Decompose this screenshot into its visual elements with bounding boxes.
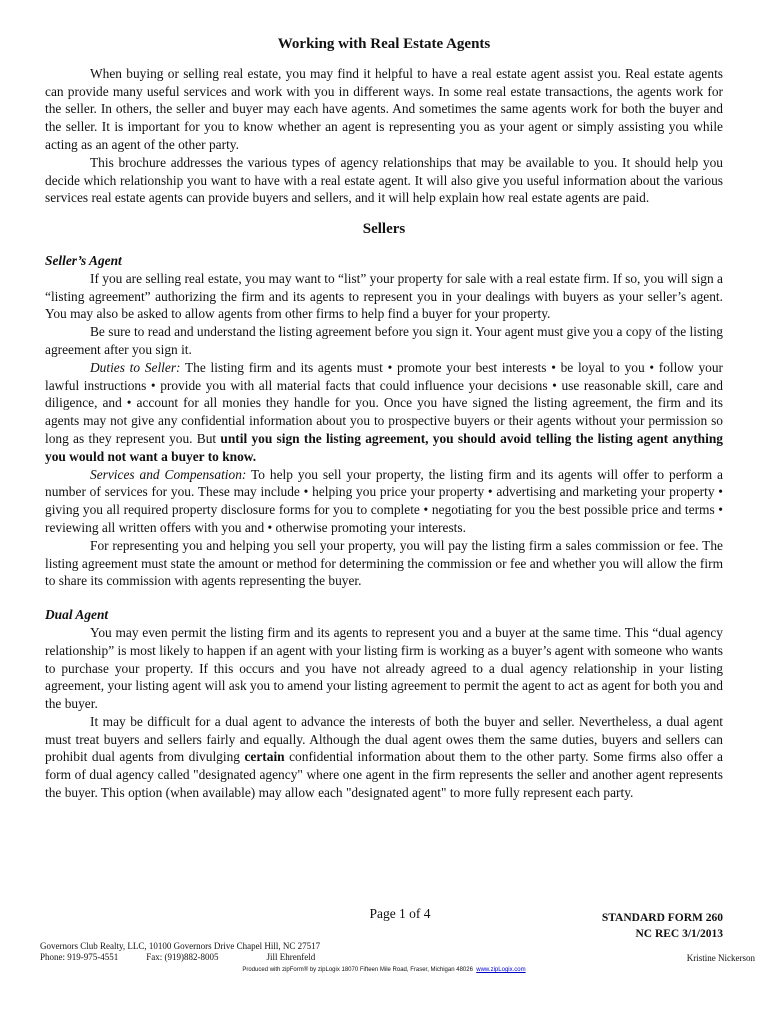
duties-to-seller-text: The listing firm and its agents must • promote your best interests • be loyal to you • follow your lawful instructions • provide you with all material facts that could influence your decisions • use reasonable skill, care and diligence, and • account for all monies they handle for you. Once you have signed the listing agreement, the firm and its agents may not give any confidential information about you to prospective buyers or their agents without your permission so long as they represent you. But (45, 359, 723, 446)
produced-with-notice (0, 967, 768, 973)
certain-emphasis: certain (244, 749, 285, 765)
sellers-agent-paragraph-5: For representing you and helping you sell your property, you will pay the listing firm a sales commission or fee. The listing agreement must state the amount or method for determining the commission or fee and whether you will allow the firm to share its commission with agents representing the buyer. (45, 537, 723, 589)
footer-client-name: Kristine Nickerson (686, 953, 755, 963)
footer-brokerage-info (40, 941, 320, 963)
produced-with-text: Produced with zipForm® by zipLogix 18070 Fifteen Mile Road, Fraser, Michigan 48026 (242, 967, 473, 973)
dual-agent-paragraph-1: You may even permit the listing firm and its agents to represent you and a buyer at the same time. This “dual agency relationship” is most likely to happen if an agent with your listing firm is working as a buyer’s agent with someone who wants to purchase your property. If this occurs and you have not already agreed to a dual agency relationship in your listing agreement, your listing agent will ask you to amend your listing agreement to permit the agent to act as agent for both you and the buyer. (45, 624, 723, 712)
dual-agent-heading: Dual Agent (45, 607, 109, 623)
form-number: STANDARD FORM 260 (601, 912, 723, 924)
duties-to-seller-warning: until you sign the listing agreement, you should avoid telling the listing agent anything you would not want a buyer to know. (45, 430, 723, 464)
document-title: Working with Real Estate Agents (277, 36, 491, 52)
document-body (45, 36, 723, 802)
form-revision: NC REC 3/1/2013 (635, 928, 723, 940)
dual-agent-paragraph-2-text-a: It may be difficult for a dual agent to advance the interests of both the buyer and seller. Nevertheless, a dual agent must treat buyers and sellers fairly and equally. Although the dual agent owes them the same duties, buyers and sellers can prohibit dual agents from divulging (45, 713, 723, 765)
footer-phone: Phone: 919-975-4551 (40, 952, 119, 962)
page-number: Page 1 of 4 (369, 906, 431, 921)
dual-agent-paragraph-2-text-b: confidential information about them to the other party. Some firms also offer a form of dual agency called "designated agency" where one agent in the firm represents the seller and another agent represents the buyer. This option (when available) may allow each "designated agent" to more fully represent each party. (45, 749, 723, 801)
footer-company: Governors Club Realty, LLC, 10100 Governors Drive Chapel Hill, NC 27517 (40, 941, 321, 951)
dual-agent-paragraph-2 (45, 713, 723, 802)
sellers-agent-paragraph-2: Be sure to read and understand the listing agreement before you sign it. Your agent must give you a copy of the listing agreement after you sign it. (45, 324, 723, 357)
services-compensation-text: To help you sell your property, the listing firm and its agents will offer to perform a number of services for you. These may include • helping you price your property • advertising and marketing your property • giving you all required property disclosure forms for you to complete • negotiating for you the best possible price and terms • reviewing all written offers with you and • otherwise promoting your interests. (45, 466, 723, 535)
footer-fax: Fax: (919)882-8005 (146, 952, 219, 962)
services-compensation-paragraph (45, 466, 723, 537)
sellers-section-title: Sellers (362, 221, 406, 238)
ziplogix-link[interactable]: www.zipLogix.com (476, 967, 526, 973)
form-identifier (602, 910, 723, 942)
intro-paragraph-2: This brochure addresses the various types of agency relationships that may be available to you. It should help you decide which relationship you want to have with a real estate agent. It will also give you useful information about the various services real estate agents can provide buyers and sellers, and it will help explain how real estate agents are paid. (45, 154, 723, 206)
footer-contact-line (40, 952, 320, 963)
duties-to-seller-paragraph (45, 359, 723, 466)
sellers-agent-heading: Seller’s Agent (45, 252, 122, 268)
sellers-agent-paragraph-1: If you are selling real estate, you may want to “list” your property for sale with a real estate firm. If so, you will sign a “listing agreement” authorizing the firm and its agents to represent you in your dealings with buyers as your seller’s agent. You may also be asked to allow agents from other firms to help find a buyer for your property. (45, 270, 723, 322)
intro-paragraph-1: When buying or selling real estate, you may find it helpful to have a real estate agent assist you. Real estate agents can provide many useful services and work with you in different ways. In some real estate transactions, the agents work for the seller. In others, the seller and buyer may each have agents. And sometimes the same agents work for both the buyer and the seller. It is important for you to know whether an agent is representing you as your agent or simply assisting you while acting as an agent of the other party. (45, 65, 723, 152)
footer-agent-name: Jill Ehrenfeld (266, 952, 316, 962)
services-compensation-label: Services and Compensation: (90, 466, 247, 482)
duties-to-seller-label: Duties to Seller: (90, 359, 181, 375)
